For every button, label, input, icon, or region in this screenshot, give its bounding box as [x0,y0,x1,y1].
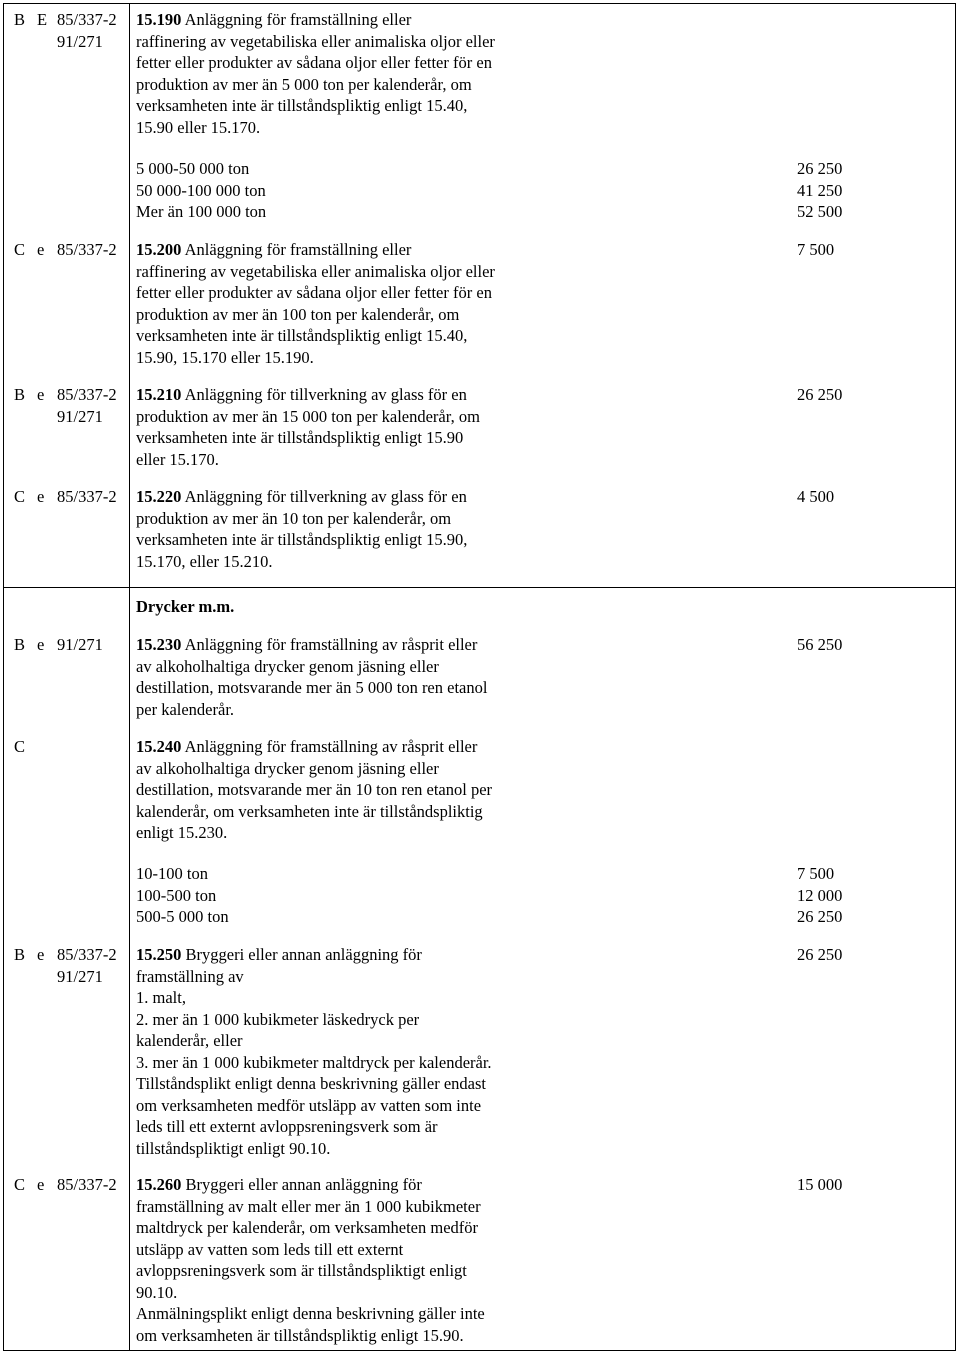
row-description: 15.210 Anläggning för tillverkning av glass för en produktion av mer än 15 000 ton per kalenderår, om verksamheten inte är tillståndspliktig enligt 15.90 eller 15.170. [136,385,480,469]
sub-letter: e [37,487,45,506]
activity-code: 15.250 [136,945,182,964]
fee-value: 26 250 [797,159,843,178]
row-description: 15.260 Bryggeri eller annan anläggning för framställning av malt eller mer än 1 000 kubikmeter maltdryck per kalenderår, om verksamheten medför utsläpp av vatten som leds till ett externt avloppsreningsverk som är tillståndspliktigt enligt 90.10. Anmälningsplikt enligt denna beskrivning gäller inte om verksamheten är tillståndspliktig enligt 15.90. [136,1175,485,1345]
class-letter: C [14,240,26,259]
class-letter: C [14,487,26,506]
fee-value: 26 250 [797,945,843,964]
directive-ref: 91/271 [57,407,103,426]
tier-label: 500-5 000 ton [136,907,229,926]
tier-label: 50 000-100 000 ton [136,180,266,200]
activity-code: 15.210 [136,385,182,404]
fee-value: 26 250 [797,907,843,926]
sub-letter: e [37,240,45,259]
class-letter: B [14,10,26,29]
sub-letter: e [37,635,45,654]
fee-value: 52 500 [797,202,843,221]
row-description: 15.250 Bryggeri eller annan anläggning för framställning av 1. malt, 2. mer än 1 000 kubikmeter läskedryck per kalenderår, eller 3. mer än 1 000 kubikmeter maltdryck per kalenderår. Tillståndsplikt enligt denna beskrivning gäller endast om verksamheten medför utsläpp av vatten som inte leds till ett externt avloppsreningsverk som är tillståndspliktigt enligt 90.10. [136,945,492,1158]
row-divider [3,587,956,588]
row-description: 15.200 Anläggning för framställning eller raffinering av vegetabiliska eller animaliska oljor eller fetter eller produkter av sådana oljor eller fetter för en produktion av mer än 100 ton per kalenderår, om verksamheten inte är tillståndspliktig enligt 15.40, 15.90, 15.170 eller 15.190. [136,240,495,367]
directive-ref: 85/337-2 [57,945,117,964]
fee-value: 7 500 [797,240,835,259]
activity-code: 15.240 [136,737,182,756]
fee-value: 41 250 [797,180,843,200]
directive-ref: 91/271 [57,635,103,654]
directive-ref: 85/337-2 [57,1175,117,1194]
row-description: 15.230 Anläggning för framställning av råsprit eller av alkoholhaltiga drycker genom jäsning eller destillation, motsvarande mer än 5 000 ton ren etanol per kalenderår. [136,635,488,719]
fee-value: 7 500 [797,864,835,883]
sub-letter: e [37,945,45,964]
row-description: 15.220 Anläggning för tillverkning av glass för en produktion av mer än 10 ton per kalenderår, om verksamheten inte är tillståndspliktig enligt 15.90, 15.170, eller 15.210. [136,487,468,571]
row-description: 15.190 Anläggning för framställning eller raffinering av vegetabiliska eller animaliska oljor eller fetter eller produkter av sådana oljor eller fetter för en produktion av mer än 5 000 ton per kalenderår, om verksamheten inte är tillståndspliktig enligt 15.40, 15.90 eller 15.170. [136,10,495,137]
activity-code: 15.220 [136,487,182,506]
class-letter: B [14,945,26,964]
fee-value: 12 000 [797,885,843,905]
tier-label: 5 000-50 000 ton [136,159,250,178]
section-heading: Drycker m.m. [136,597,235,616]
activity-code: 15.200 [136,240,182,259]
tier-fees [797,158,842,223]
activity-code: 15.260 [136,1175,182,1194]
tier-label: 100-500 ton [136,885,217,905]
directive-ref: 85/337-2 [57,385,117,404]
directive-ref: 91/271 [57,967,103,986]
directive-ref: 91/271 [57,32,103,51]
fee-value: 15 000 [797,1175,843,1194]
directive-ref: 85/337-2 [57,240,117,259]
tier-label: 10-100 ton [136,864,208,883]
directive-ref: 85/337-2 [57,487,117,506]
tier-label: Mer än 100 000 ton [136,202,267,221]
tier-fees [797,863,842,928]
class-letter: B [14,635,26,654]
directive-ref: 85/337-2 [57,10,117,29]
activity-code: 15.230 [136,635,182,654]
fee-value: 56 250 [797,635,843,654]
column-divider [129,3,130,1351]
class-letter: B [14,385,26,404]
tier-list [136,158,266,223]
sub-letter: e [37,1175,45,1194]
row-description: 15.240 Anläggning för framställning av råsprit eller av alkoholhaltiga drycker genom jäsning eller destillation, motsvarande mer än 10 ton ren etanol per kalenderår, om verksamheten inte är tillståndspliktig enligt 15.230. [136,737,493,842]
activity-code: 15.190 [136,10,182,29]
tier-list [136,863,229,928]
sub-letter: e [37,385,45,404]
fee-value: 26 250 [797,385,843,404]
sub-letter: E [37,10,48,29]
class-letter: C [14,1175,26,1194]
fee-value: 4 500 [797,487,835,506]
class-letter: C [14,737,26,756]
